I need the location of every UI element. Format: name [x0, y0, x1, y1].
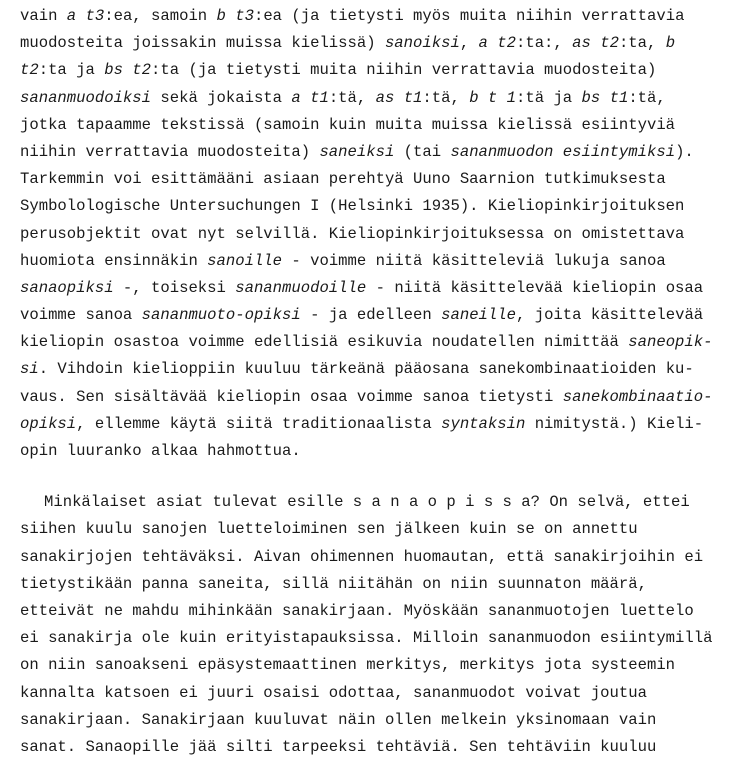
text-run: niihin verrattavia muodosteita): [20, 142, 320, 161]
text-line: [20, 571, 738, 598]
italic-term: b t3: [216, 7, 254, 25]
text-run: - voimme niitä käsitteleviä lukuja sanoa: [282, 251, 666, 270]
text-line: [20, 411, 738, 438]
italic-term: bs t1: [581, 88, 629, 107]
text-run: :ta (ja tietysti muita niihin verrattavia muodosteita): [151, 61, 657, 80]
text-line: [20, 275, 738, 302]
text-line: [20, 707, 738, 734]
italic-term: sananmuodoiksi: [20, 88, 152, 107]
text-line: [20, 438, 738, 465]
text-run: . Vihdoin kielioppiin kuuluu tärkeänä pääosana sanekombinaatioiden ku-: [38, 360, 694, 379]
text-line: [20, 680, 738, 707]
text-line: [20, 248, 738, 275]
italic-term: a t3: [66, 7, 105, 25]
text-line: [20, 112, 738, 139]
italic-term: opiksi: [20, 414, 77, 433]
italic-term: b t 1: [469, 88, 517, 107]
text-run: sanat. Sanaopille jää silti tarpeeksi tehtäviä. Sen tehtäviin kuuluu: [20, 737, 657, 756]
text-run: perusobjektit ovat nyt selvillä. Kieliopinkirjoituksessa on omistettava: [20, 224, 685, 243]
italic-term: as t1: [375, 88, 423, 107]
text-line: [20, 516, 738, 543]
text-run: Symbolologische Untersuchungen I (Helsinki 1935). Kieliopinkirjoituksen: [20, 197, 685, 216]
text-line: [20, 489, 738, 516]
text-line: [20, 57, 738, 84]
text-run: Minkälaiset asiat tulevat esille s a n a o p i s s a? On selvä, ettei: [44, 493, 690, 512]
text-run: Tarkemmin voi esittämääni asiaan perehtyä Uuno Saarnion tutkimuksesta: [20, 170, 666, 189]
text-run: (tai: [394, 142, 451, 161]
text-run: vain: [20, 7, 67, 25]
italic-term: sanaopiksi: [20, 278, 114, 297]
text-run: , ellemme käytä siitä traditionaalista: [76, 414, 442, 433]
text-run: siihen kuulu sanojen luetteloiminen sen jälkeen kuin se on annettu: [20, 520, 638, 539]
text-run: sekä jokaista: [151, 88, 292, 107]
italic-term: sanekombinaatio-: [562, 387, 713, 406]
text-run: voimme sanoa: [20, 306, 142, 325]
text-run: :tä,: [628, 88, 666, 107]
text-line: [20, 734, 738, 761]
text-run: sanakirjojen tehtäväksi. Aivan ohimennen huomautan, että sanakirjoihin ei: [20, 547, 704, 566]
text-run: -, toiseksi: [113, 278, 236, 297]
text-run: huomiota ensinnäkin: [20, 251, 208, 270]
paragraph-gap: [20, 465, 738, 489]
text-line: [20, 221, 738, 248]
text-run: :ea, samoin: [104, 7, 217, 25]
text-run: - niitä käsittelevää kieliopin osaa: [366, 278, 704, 297]
italic-term: a t2: [478, 34, 516, 53]
italic-term: sananmuodoille: [235, 278, 367, 297]
text-line: [20, 652, 738, 679]
text-run: opin luuranko alkaa hahmottua.: [20, 442, 301, 460]
text-run: vaus. Sen sisältävää kieliopin osaa voimme sanoa tietysti: [20, 387, 563, 406]
text-run: ).: [675, 142, 694, 161]
italic-term: si: [20, 360, 39, 379]
text-run: nimitystä.) Kieli-: [525, 414, 704, 433]
text-run: sanakirjaan. Sanakirjaan kuuluvat näin ollen melkein yksinomaan vain: [20, 710, 657, 729]
text-line: [20, 384, 738, 411]
text-run: jotka tapaamme tekstissä (samoin kuin muita muissa kielissä esiintyviä: [20, 115, 676, 134]
text-run: tietystikään panna saneita, sillä niitähän on niin suunnaton määrä,: [20, 574, 647, 593]
text-line: [20, 544, 738, 571]
text-line: [20, 598, 738, 625]
text-run: :tä,: [328, 88, 376, 107]
text-run: kieliopin osastoa voimme edellisiä esikuvia noudatellen nimittää: [20, 333, 629, 352]
text-run: , joita käsittelevää: [516, 306, 704, 325]
text-run: kannalta katsoen ei juuri osaisi odottaa, sananmuodot voivat joutua: [20, 683, 647, 702]
text-line: [20, 30, 738, 57]
italic-term: bs t2: [104, 61, 152, 80]
text-line: [20, 166, 738, 193]
italic-term: t2: [20, 61, 39, 80]
italic-term: saneiksi: [319, 142, 395, 161]
italic-term: syntaksin: [441, 414, 526, 433]
text-run: :ta:,: [515, 34, 573, 53]
italic-term: a t1: [291, 88, 329, 107]
text-run: :ea (ja tietysti myös muita niihin verrattavia: [253, 7, 685, 25]
italic-term: as t2: [572, 34, 619, 53]
text-run: on niin sanoakseni epäsystemaattinen merkitys, merkitys jota systeemin: [20, 656, 676, 675]
document-page: [20, 3, 738, 761]
text-run: etteivät ne mahdu mihinkään sanakirjaan. Myöskään sananmuotojen luettelo: [20, 601, 694, 620]
text-line: [20, 85, 738, 112]
text-run: :ta ja: [38, 61, 105, 80]
italic-term: sanoiksi: [384, 34, 460, 53]
italic-term: sanoille: [207, 251, 283, 270]
text-run: ,: [459, 34, 479, 53]
paragraph-2: [20, 489, 738, 761]
text-line: [20, 139, 738, 166]
italic-term: sananmuodon esiintymiksi: [450, 142, 676, 161]
text-line: [20, 329, 738, 356]
text-run: muodosteita joissakin muissa kielissä): [20, 34, 385, 53]
italic-term: sananmuoto-opiksi: [141, 306, 301, 325]
text-run: :tä ja: [516, 88, 582, 107]
text-run: :ta,: [618, 34, 666, 53]
text-line: [20, 302, 738, 329]
text-line: [20, 3, 738, 30]
italic-term: b: [665, 34, 676, 53]
text-run: - ja edelleen: [300, 306, 442, 325]
text-line: [20, 356, 738, 383]
paragraph-1: [20, 3, 738, 465]
text-run: ei sanakirja ole kuin erityistapauksissa. Milloin sananmuodon esiintymillä: [20, 629, 713, 648]
italic-term: saneille: [441, 306, 516, 325]
italic-term: saneopik-: [628, 333, 713, 352]
text-line: [20, 193, 738, 220]
text-run: :tä,: [422, 88, 470, 107]
text-line: [20, 625, 738, 652]
